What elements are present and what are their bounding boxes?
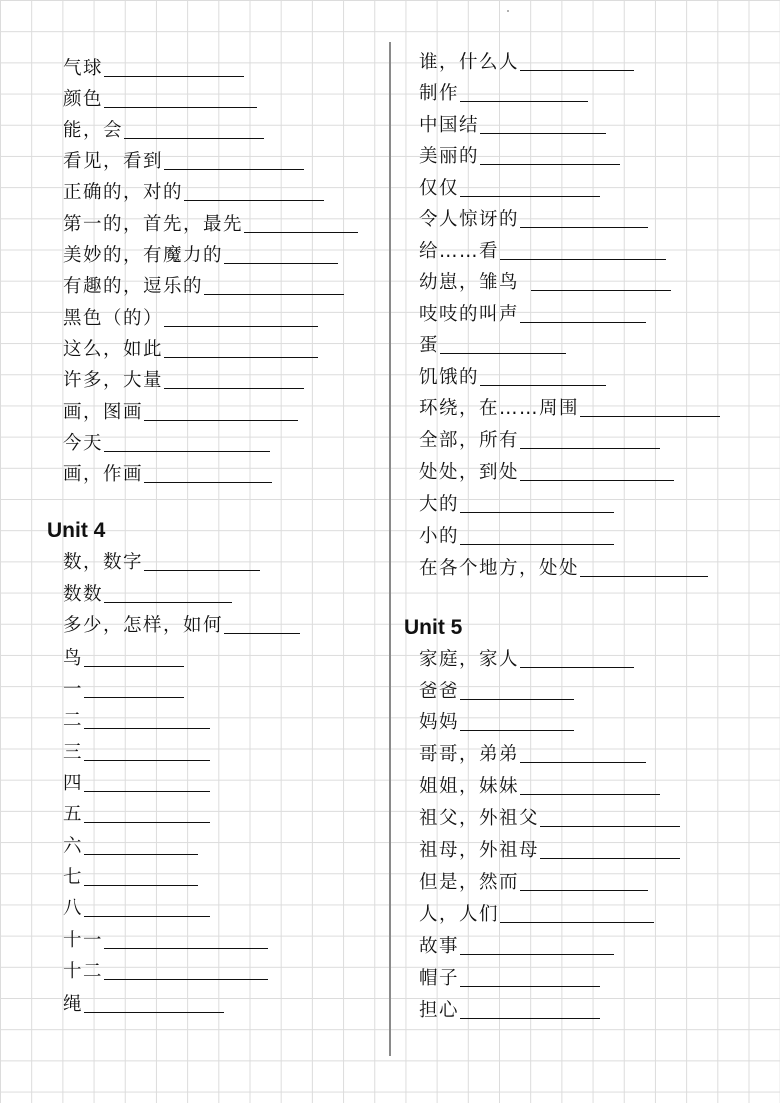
vocab-label: 制作 [419,83,460,104]
answer-blank[interactable] [460,954,614,955]
vocab-label: 绳 [63,994,84,1015]
answer-blank[interactable] [104,76,244,77]
vocab-item [63,614,300,638]
answer-blank[interactable] [460,101,588,102]
answer-blank[interactable] [104,948,268,949]
vocab-item [419,807,680,831]
vocab-label: 有趣的，逗乐的 [63,276,204,297]
vocab-item [63,897,210,921]
answer-blank[interactable] [500,259,666,260]
vocab-label: 这么，如此 [63,339,164,360]
vocab-label: 给……看 [419,241,500,262]
answer-blank[interactable] [144,420,298,421]
vocab-item [419,303,646,327]
vocab-label: 祖父，外祖父 [419,808,540,829]
vocab-item [63,244,338,268]
vocab-label: 姐姐，妹妹 [419,776,520,797]
vocab-item [419,999,600,1023]
vocab-item [63,88,257,112]
answer-blank[interactable] [104,107,257,108]
vocab-label: 但是，然而 [419,872,520,893]
vocab-item [63,338,318,362]
vocab-label: 六 [63,836,84,857]
vocab-item [63,803,210,827]
vocab-item [419,271,671,295]
vocab-label: 八 [63,898,84,919]
answer-blank[interactable] [84,1012,224,1013]
vocab-item [63,835,198,859]
vocab-item [63,401,298,425]
vocab-item [63,369,304,393]
vocab-item [419,493,614,517]
vocab-label: 颜色 [63,89,104,110]
vocab-label: 吱吱的叫声 [419,304,520,325]
vocab-label: 中国结 [419,115,480,136]
vocab-item [419,177,600,201]
vocab-label: 一 [63,679,84,700]
vocab-item [63,993,224,1017]
vocab-item [419,711,574,735]
column-divider [389,42,391,1056]
answer-blank[interactable] [580,416,720,417]
vocab-item [419,775,660,799]
vocab-item [419,648,634,672]
unit-5-heading: Unit 5 [404,616,463,639]
answer-blank[interactable] [531,290,671,291]
vocab-item [419,839,680,863]
answer-blank[interactable] [440,353,566,354]
vocab-label: 鸟 [63,648,84,669]
answer-blank[interactable] [480,164,620,165]
vocab-label: 仅仅 [419,178,460,199]
vocab-item [419,871,648,895]
answer-blank[interactable] [460,512,614,513]
vocab-item [419,557,708,581]
vocab-item [419,145,620,169]
vocab-label: 小的 [419,526,460,547]
vocab-label: 饥饿的 [419,367,480,388]
answer-blank[interactable] [520,762,646,763]
answer-blank[interactable] [184,200,324,201]
vocab-item [63,583,232,607]
answer-blank[interactable] [164,326,318,327]
answer-blank[interactable] [84,885,198,886]
vocab-label: 哥哥，弟弟 [419,744,520,765]
vocab-label: 帽子 [419,968,460,989]
answer-blank[interactable] [84,760,210,761]
answer-blank[interactable] [164,357,318,358]
vocab-label: 能，会 [63,120,124,141]
vocab-item [419,967,600,991]
answer-blank[interactable] [84,728,210,729]
vocab-label: 三 [63,742,84,763]
vocab-item [419,461,674,485]
answer-blank[interactable] [204,294,344,295]
answer-blank[interactable] [520,70,634,71]
vocab-item [63,181,324,205]
vocab-label: 美丽的 [419,146,480,167]
answer-blank[interactable] [84,791,210,792]
answer-blank[interactable] [520,890,648,891]
scan-dot [507,10,509,12]
unit-4-heading: Unit 4 [47,519,106,542]
vocab-item [419,208,648,232]
answer-blank[interactable] [144,482,272,483]
answer-blank[interactable] [124,138,264,139]
vocab-item [63,647,184,671]
vocab-item [63,119,264,143]
vocab-label: 幼崽，雏鸟 [419,272,520,293]
answer-blank[interactable] [520,322,646,323]
vocab-item [63,57,244,81]
vocab-item [419,903,654,927]
vocab-item [419,82,588,106]
answer-blank[interactable] [224,633,300,634]
answer-blank[interactable] [580,576,708,577]
vocab-label: 故事 [419,936,460,957]
answer-blank[interactable] [520,448,660,449]
vocab-item [63,551,260,575]
vocab-item [419,114,606,138]
vocab-label: 数数 [63,584,104,605]
vocab-label: 处处，到处 [419,462,520,483]
answer-blank[interactable] [164,169,304,170]
vocab-label: 许多，大量 [63,370,164,391]
vocab-label: 五 [63,804,84,825]
answer-blank[interactable] [84,916,210,917]
answer-blank[interactable] [520,480,674,481]
vocab-label: 十一 [63,930,104,951]
vocab-label: 担心 [419,1000,460,1021]
vocab-label: 十二 [63,961,104,982]
answer-blank[interactable] [480,133,606,134]
answer-blank[interactable] [224,263,338,264]
answer-blank[interactable] [164,388,304,389]
vocab-label: 今天 [63,433,104,454]
vocab-item [63,678,184,702]
vocab-item [63,307,318,331]
vocab-label: 七 [63,867,84,888]
answer-blank[interactable] [84,666,184,667]
vocab-item [419,935,614,959]
answer-blank[interactable] [104,451,270,452]
answer-blank[interactable] [460,1018,600,1019]
vocab-label: 在各个地方，处处 [419,558,580,579]
vocab-item [419,397,720,421]
vocab-item [63,463,272,487]
vocab-item [419,680,574,704]
vocab-label: 蛋 [419,335,440,356]
vocab-label: 画，图画 [63,402,144,423]
answer-blank[interactable] [460,544,614,545]
vocab-label: 正确的，对的 [63,182,184,203]
vocab-label: 看见，看到 [63,151,164,172]
vocab-item [63,213,358,237]
vocab-item [419,743,646,767]
answer-blank[interactable] [244,232,358,233]
answer-blank[interactable] [84,822,210,823]
vocab-item [63,960,268,984]
vocab-label: 四 [63,773,84,794]
answer-blank[interactable] [520,794,660,795]
vocab-label: 环绕，在……周围 [419,398,580,419]
vocab-label: 家庭，家人 [419,649,520,670]
vocab-item [419,240,666,264]
vocab-item [63,741,210,765]
vocab-item [63,772,210,796]
vocab-item [419,429,660,453]
vocab-item [419,334,566,358]
vocab-label: 美妙的，有魔力的 [63,245,224,266]
vocab-item [419,51,634,75]
vocab-label: 二 [63,710,84,731]
answer-blank[interactable] [540,858,680,859]
vocab-label: 数，数字 [63,552,144,573]
vocab-item [63,929,268,953]
vocab-label: 黑色（的） [63,308,164,329]
answer-blank[interactable] [460,986,600,987]
vocab-item [419,525,614,549]
vocab-label: 画，作画 [63,464,144,485]
vocab-item [63,709,210,733]
vocab-label: 爸爸 [419,681,460,702]
vocab-label: 人，人们 [419,904,500,925]
answer-blank[interactable] [144,570,260,571]
vocab-label: 气球 [63,58,104,79]
vocab-label: 祖母，外祖母 [419,840,540,861]
vocab-item [63,275,344,299]
answer-blank[interactable] [104,602,232,603]
vocab-label: 大的 [419,494,460,515]
vocab-item [63,432,270,456]
vocab-item [419,366,606,390]
vocab-label: 谁，什么人 [419,52,520,73]
answer-blank[interactable] [460,730,574,731]
answer-blank[interactable] [520,227,648,228]
answer-blank[interactable] [84,697,184,698]
answer-blank[interactable] [500,922,654,923]
vocab-label: 多少，怎样，如何 [63,615,224,636]
answer-blank[interactable] [84,854,198,855]
answer-blank[interactable] [520,667,634,668]
answer-blank[interactable] [480,385,606,386]
answer-blank[interactable] [460,196,600,197]
vocab-label: 令人惊讶的 [419,209,520,230]
answer-blank[interactable] [460,699,574,700]
vocab-item [63,150,304,174]
vocab-item [63,866,198,890]
vocab-label: 全部，所有 [419,430,520,451]
answer-blank[interactable] [104,979,268,980]
answer-blank[interactable] [540,826,680,827]
vocab-label: 第一的，首先，最先 [63,214,244,235]
vocab-label: 妈妈 [419,712,460,733]
